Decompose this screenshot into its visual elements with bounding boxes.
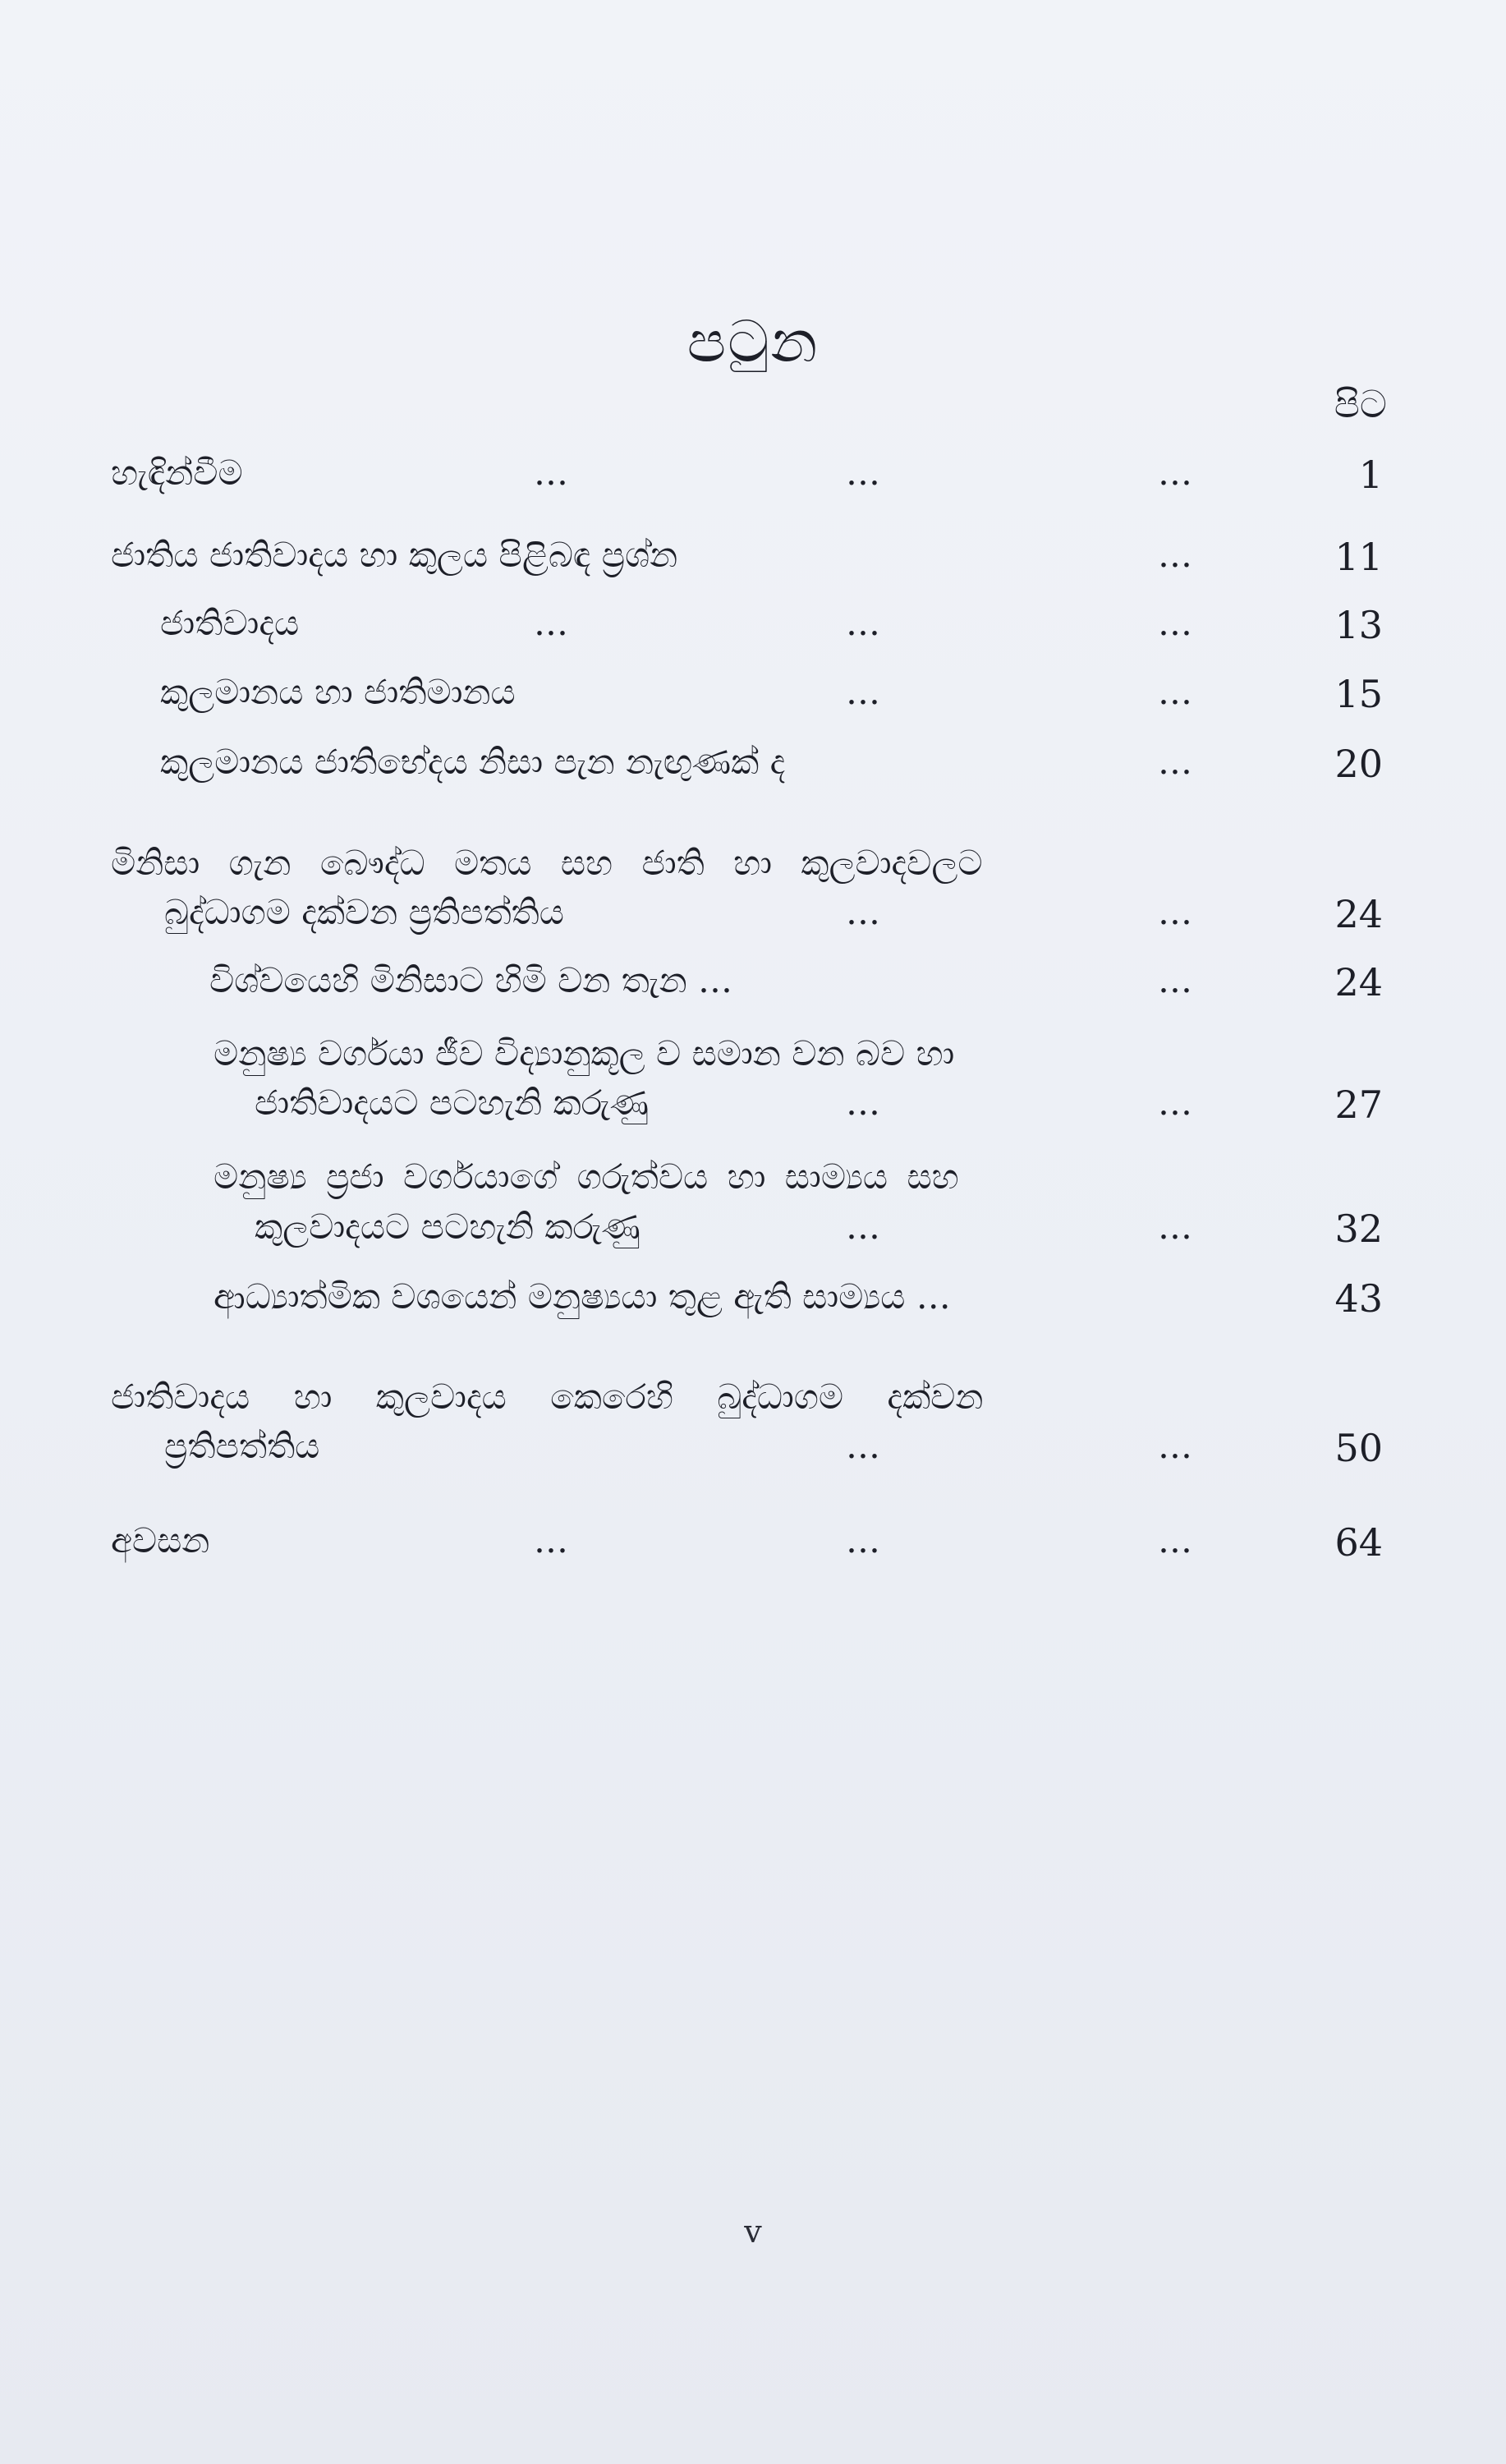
leader-dots: … [534, 453, 572, 493]
page-folio: v [744, 2213, 762, 2250]
toc-entry-text: කුලවාදයට පටහැනි කරුණු [255, 1207, 641, 1247]
toc-entry-text: කුලමානය හා ජාතිමානය [160, 672, 516, 712]
leader-dots: … [1158, 1207, 1196, 1247]
leader-dots: … [1158, 672, 1196, 712]
toc-entry-text: අවසන [111, 1520, 210, 1561]
toc-entry-text: ජාතිය ජාතිවාදය හා කුලය පිළිබඳ ප්‍රශ්න [111, 535, 678, 575]
leader-dots: … [1158, 960, 1196, 1000]
leader-dots: … [846, 1083, 884, 1123]
toc-entry-text: ජාතිවාදය [160, 603, 300, 643]
toc-page-number: 20 [1334, 742, 1383, 786]
leader-dots: … [1158, 535, 1196, 575]
toc-entry-text: මිනිසා ගැන බෞද්ධ මතය සහ ජාති හා කුලවාදවලට [111, 843, 983, 883]
leader-dots: … [534, 603, 572, 643]
toc-entry-text: ජාතිවාදයට පටහැනි කරුණු [255, 1083, 650, 1123]
leader-dots: … [846, 1426, 884, 1466]
toc-entry-text: හැඳින්වීම [111, 453, 243, 493]
toc-entry-text: කුලමානය ජාතිභේදය නිසා පැන නැඟුණක් ද [160, 742, 786, 782]
toc-page-number: 24 [1334, 892, 1383, 936]
toc-page-number: 1 [1358, 453, 1383, 497]
toc-entry-text: මනුෂ්‍ය වර්ගයා ජීව විද්‍යානුකූල ව සමාන වන බව හා [214, 1033, 955, 1073]
toc-entry-text: ජාතිවාදය හා කුලවාදය කෙරෙහි බුද්ධාගම දක්වන [111, 1377, 984, 1417]
toc-page-number: 64 [1334, 1520, 1383, 1565]
leader-dots: … [846, 672, 884, 712]
toc-page-number: 15 [1334, 672, 1383, 716]
leader-dots: … [1158, 892, 1196, 932]
toc-page-number: 11 [1334, 535, 1383, 579]
toc-page-number: 32 [1334, 1207, 1383, 1251]
leader-dots: … [846, 1207, 884, 1247]
toc-entry-text: ආධ්‍යාත්මික වශයෙන් මනුෂ්‍යයා තුළ ඇති සාම්‍යය … [214, 1276, 951, 1317]
leader-dots: … [846, 453, 884, 493]
leader-dots: … [1158, 1083, 1196, 1123]
toc-page-number: 43 [1334, 1276, 1383, 1321]
toc-entry-text: බුද්ධාගම දක්වන ප්‍රතිපත්තිය [164, 892, 564, 932]
toc-entry-text: මනුෂ්‍ය ප්‍රජා වර්ගයාගේ ගරුත්වය හා සාම්‍යය සහ [214, 1156, 959, 1197]
toc-entry-text: ප්‍රතිපත්තිය [164, 1426, 320, 1466]
leader-dots: … [1158, 603, 1196, 643]
leader-dots: … [846, 892, 884, 932]
leader-dots: … [534, 1520, 572, 1561]
leader-dots: … [1158, 453, 1196, 493]
leader-dots: … [846, 603, 884, 643]
toc-page-number: 24 [1334, 960, 1383, 1004]
page-column-header: පිට [1334, 382, 1387, 426]
toc-entry-text: විශ්වයෙහි මිනිසාට හිමි වන තැන … [209, 960, 733, 1000]
toc-page-number: 50 [1334, 1426, 1383, 1470]
leader-dots: … [1158, 742, 1196, 782]
leader-dots: … [1158, 1426, 1196, 1466]
toc-page-number: 13 [1334, 603, 1383, 647]
leader-dots: … [1158, 1520, 1196, 1561]
leader-dots: … [846, 1520, 884, 1561]
page-title: පටුන [686, 308, 820, 375]
toc-page-number: 27 [1334, 1083, 1383, 1127]
